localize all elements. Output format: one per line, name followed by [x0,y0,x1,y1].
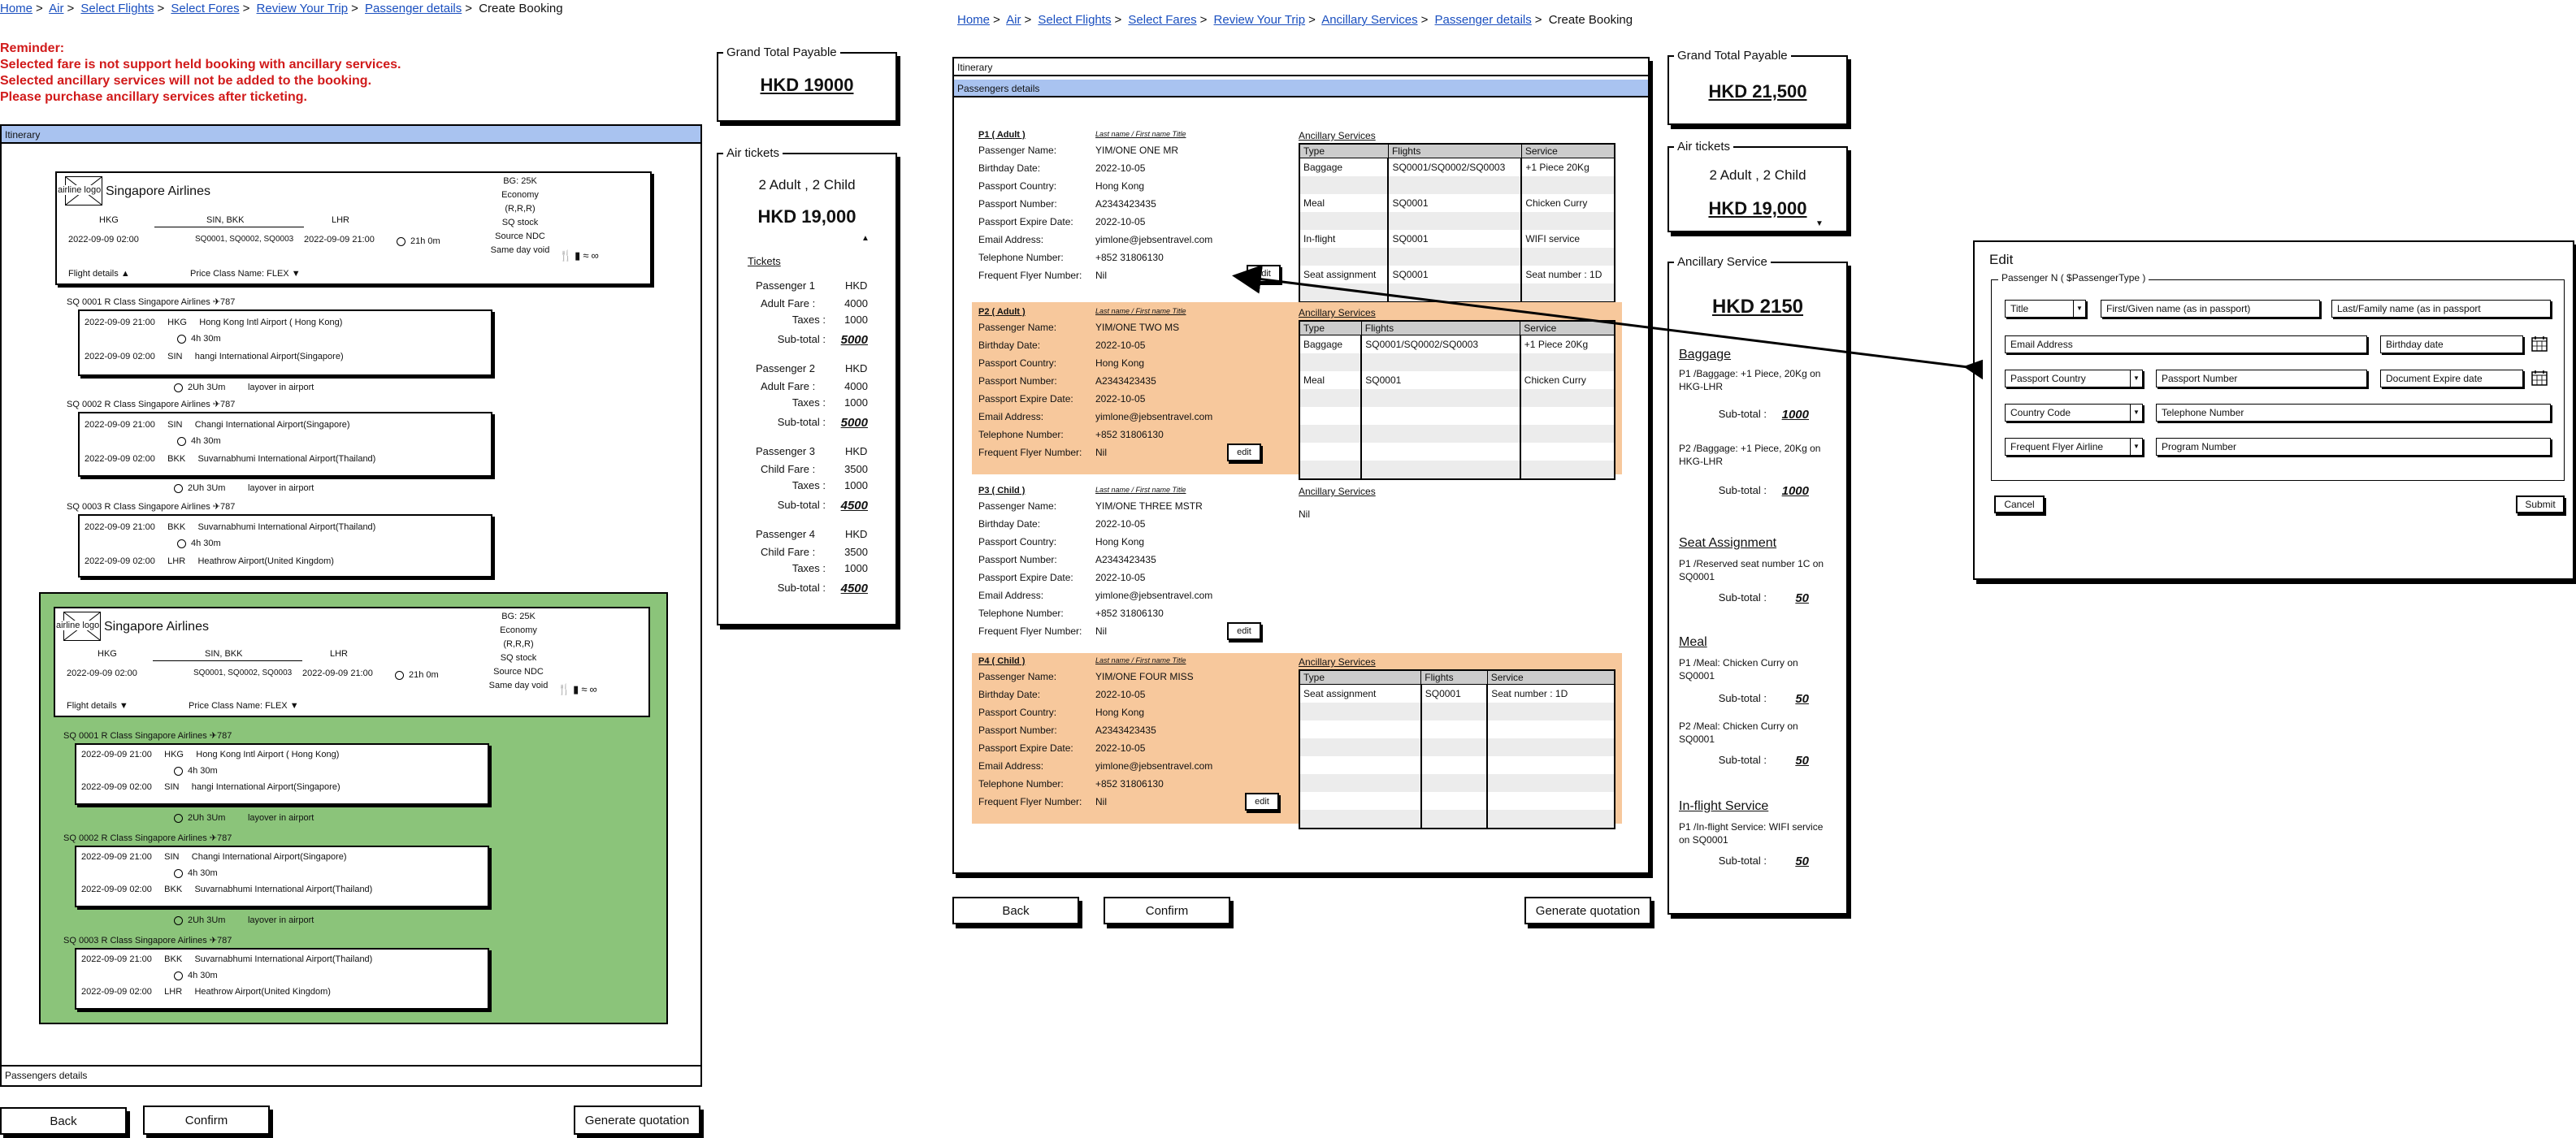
selected-itinerary[interactable] [39,592,668,1024]
label-expire: Passport Expire Date: [978,742,1073,754]
label-passport: Passport Number: [978,554,1057,565]
origin-code: HKG [99,215,119,225]
segment-box: 2022-09-09 21:00 SIN Changi International Airport(Singapore) 4h 30m 2022-09-09 02:00 BKK Suvarnabhumi International Airport(Thailand) [75,846,489,907]
value-expire: 2022-10-05 [1095,393,1146,405]
segment-box: 2022-09-09 21:00 SIN Changi International Airport(Singapore) 4h 30m 2022-09-09 02:00 BKK Suvarnabhumi International Airport(Thailand) [78,412,492,477]
value-country: Hong Kong [1095,536,1145,547]
label-tel: Telephone Number: [978,608,1064,619]
air-tickets-label: Air tickets [723,146,783,160]
telephone-input[interactable]: Telephone Number [2156,404,2551,422]
via-codes: SIN, BKK [206,215,245,225]
passenger-tag: P4 ( Child ) [978,656,1026,666]
segment-head: SQ 0003 R Class Singapore Airlines ✈787 [63,936,232,945]
airline-logo: airline logo [65,176,102,206]
route-line [153,660,302,661]
expand-arrow[interactable]: ▼ [1815,219,1824,228]
chevron-down-icon: ▼ [2130,405,2142,421]
label-tel: Telephone Number: [978,778,1064,790]
edit-dialog-title: Edit [1989,252,2014,267]
label-tel: Telephone Number: [978,252,1064,263]
grand-total-label: Grand Total Payable [723,45,840,59]
edit-button[interactable]: edit [1247,265,1281,283]
value-ffn: Nil [1095,796,1107,807]
label-ffn: Frequent Flyer Number: [978,270,1082,281]
program-number-input[interactable]: Program Number [2156,438,2551,456]
value-birthday: 2022-10-05 [1095,162,1146,174]
frequent-flyer-airline-select[interactable]: Frequent Flyer Airline ▼ [2005,438,2143,456]
fare-info: BG: 25K Economy (R,R,R) SQ stock Source NDC Same day void [490,176,550,255]
label-email: Email Address: [978,760,1044,772]
ancillary-item: P2 /Meal: Chicken Curry on SQ0001 [1679,720,1798,745]
crumb-select-fares[interactable]: Select Fores [171,2,240,15]
pax-count: 2 Adult , 2 Child [1709,167,1806,183]
form-group-label: Passenger N ( $PassengerType ) [1998,272,2149,283]
label-passport: Passport Number: [978,375,1057,387]
ancillary-service-label: Ancillary Service [1674,255,1771,269]
label-country: Passport Country: [978,180,1057,192]
sub-label: Sub-total : [1718,591,1767,604]
crumb-air[interactable]: Air [1006,13,1021,27]
name-hint: Last name / First name Title [1095,130,1186,138]
collapse-arrow[interactable]: ▲ [861,234,870,243]
flight-card [54,607,650,717]
air-total: HKD 19,000 [757,206,856,227]
label-expire: Passport Expire Date: [978,393,1073,405]
air-tickets-label: Air tickets [1674,140,1733,154]
ancillary-title: Ancillary Services [1299,656,1376,668]
flight-details-link[interactable]: Flight details ▲ [68,269,130,279]
passenger-tag: P1 ( Adult ) [978,130,1026,140]
clock-icon [174,484,183,493]
crumb-current: Create Booking [479,2,563,15]
passenger-tag: P3 ( Child ) [978,486,1026,495]
label-expire: Passport Expire Date: [978,216,1073,227]
label-birthday: Birthday Date: [978,689,1041,700]
crumb-passenger-details[interactable]: Passenger details [365,2,462,15]
back-button[interactable]: Back [952,897,1079,924]
segment-head: SQ 0002 R Class Singapore Airlines ✈787 [67,400,236,409]
layover: 2Uh 3Um layover in airport [174,483,314,493]
label-country: Passport Country: [978,707,1057,718]
clock-icon [174,971,183,980]
layover: 2Uh 3Um layover in airport [174,915,314,925]
passenger-tag: P2 ( Adult ) [978,307,1026,317]
value-name: YIM/ONE FOUR MISS [1095,671,1194,682]
clock-icon [397,237,405,246]
value-expire: 2022-10-05 [1095,572,1146,583]
breadcrumb-left: Home > Air > Select Flights > Select Fores > Review Your Trip > Passenger details > Create Booking [0,2,563,15]
ancillary-table: Type Flights Service Baggage SQ0001/SQ0002/SQ0003 +1 Piece 20Kg Meal SQ0001 Chicken Curry In-flight SQ0001 WIFI service Seat assignment SQ0001 Seat number : 1D [1299,143,1615,303]
passenger-form-group [1991,272,2565,481]
value-country: Hong Kong [1095,180,1145,192]
ancillary-nil: Nil [1299,508,1310,520]
label-birthday: Birthday Date: [978,518,1041,530]
clock-icon [177,437,186,446]
crumb-review-trip[interactable]: Review Your Trip [1213,13,1306,27]
value-ffn: Nil [1095,270,1107,281]
label-name: Passenger Name: [978,322,1057,333]
passengers-details-header: Passengers details [954,80,1648,97]
ancillary-item: P1 /Baggage: +1 Piece, 20Kg on HKG-LHR [1679,368,1821,392]
air-total: HKD 19,000 [1708,198,1807,219]
airline-name: Singapore Airlines [104,620,209,634]
ancillary-item: P1 /In-flight Service: WIFI service on SQ0001 [1679,821,1824,846]
ancillary-table: Type Flights Service Seat assignment SQ0001 Seat number : 1D [1299,669,1615,829]
value-tel: +852 31806130 [1095,608,1164,619]
segment-box: 2022-09-09 21:00 BKK Suvarnabhumi International Airport(Thailand) 4h 30m 2022-09-09 02:00 LHR Heathrow Airport(United Kingdom) [78,514,492,578]
crumb-home[interactable]: Home [957,13,991,27]
destination-code: LHR [330,649,349,659]
flight-numbers: SQ0001, SQ0002, SQ0003 [195,235,294,244]
ancillary-sub: 50 [1795,591,1809,605]
passengers-details-label: Passengers details [5,1070,88,1081]
grand-total-value: HKD 19000 [760,75,854,95]
amenity-icons: 🍴▮≈∞ [557,683,600,695]
passport-number-input[interactable]: Passport Number [2156,370,2367,387]
clock-icon [174,869,183,878]
birthday-input[interactable]: Birthday date [2380,335,2523,353]
depart-time: 2022-09-09 02:00 [67,669,137,678]
crumb-select-flights[interactable]: Select Flights [80,2,154,15]
label-country: Passport Country: [978,357,1057,369]
title-select[interactable]: Title ▼ [2005,300,2086,318]
amenity-icons: 🍴▮≈∞ [559,249,601,262]
value-passport: A2343423435 [1095,554,1156,565]
ancillary-title: Ancillary Services [1299,307,1376,318]
ancillary-sub: 50 [1795,754,1809,768]
clock-icon [177,335,186,344]
calendar-icon[interactable] [2531,335,2548,352]
value-ffn: Nil [1095,625,1107,637]
reminder-line-1: Selected fare is not support held booking with ancillary services. [0,58,401,71]
calendar-icon[interactable] [2531,370,2548,386]
value-country: Hong Kong [1095,707,1145,718]
reminder-block [0,41,401,106]
expire-date-input[interactable]: Document Expire date [2380,370,2523,387]
sub-label: Sub-total : [1718,484,1767,496]
label-birthday: Birthday Date: [978,340,1041,351]
chevron-down-icon: ▼ [2130,439,2142,455]
segment-box: 2022-09-09 21:00 HKG Hong Kong Intl Airport ( Hong Kong) 4h 30m 2022-09-09 02:00 SIN hangi International Airport(Singapore) [78,309,492,376]
label-ffn: Frequent Flyer Number: [978,625,1082,637]
clock-icon [174,383,183,392]
sub-label: Sub-total : [1718,408,1767,420]
crumb-ancillary-services[interactable]: Ancillary Services [1321,13,1418,27]
name-hint: Last name / First name Title [1095,656,1186,664]
confirm-button[interactable]: Confirm [143,1106,270,1135]
value-expire: 2022-10-05 [1095,742,1146,754]
label-passport: Passport Number: [978,725,1057,736]
value-passport: A2343423435 [1095,725,1156,736]
generate-quotation-button[interactable]: Generate quotation [1524,897,1651,924]
confirm-button[interactable]: Confirm [1104,897,1230,924]
label-expire: Passport Expire Date: [978,572,1073,583]
clock-icon [395,671,404,680]
clock-icon [174,767,183,776]
ancillary-total: HKD 2150 [1711,296,1804,318]
flight-numbers: SQ0001, SQ0002, SQ0003 [193,669,293,677]
reminder-title: Reminder: [0,41,65,55]
sub-label: Sub-total : [1718,754,1767,766]
price-class-dropdown[interactable]: Price Class Name: FLEX ▼ [190,269,301,279]
ancillary-item: P1 /Reserved seat number 1C on SQ0001 [1679,558,1824,582]
chevron-down-icon: ▼ [2073,301,2085,317]
destination-code: LHR [332,215,350,225]
passengers-details-header [2,1065,700,1068]
ancillary-sub: 1000 [1781,484,1809,498]
crumb-air[interactable]: Air [49,2,64,15]
value-tel: +852 31806130 [1095,252,1164,263]
name-hint: Last name / First name Title [1095,486,1186,494]
crumb-select-fares[interactable]: Select Fares [1128,13,1197,27]
label-name: Passenger Name: [978,500,1057,512]
clock-icon [174,814,183,823]
depart-time: 2022-09-09 02:00 [68,235,139,244]
generate-quotation-button[interactable]: Generate quotation [574,1106,700,1135]
passenger-card-selected [972,653,1622,824]
label-email: Email Address: [978,590,1044,601]
label-country: Passport Country: [978,536,1057,547]
crumb-passenger-details[interactable]: Passenger details [1434,13,1532,27]
value-country: Hong Kong [1095,357,1145,369]
label-name: Passenger Name: [978,671,1057,682]
ancillary-sub: 1000 [1781,408,1809,422]
flight-details-link[interactable]: Flight details ▼ [67,701,128,711]
section-seat-title: Seat Assignment [1679,536,1777,550]
label-ffn: Frequent Flyer Number: [978,447,1082,458]
crumb-current: Create Booking [1548,13,1633,27]
submit-button[interactable]: Submit [2516,495,2565,513]
segment-head: SQ 0001 R Class Singapore Airlines ✈787 [63,731,232,741]
last-name-input[interactable]: Last/Family name (as in passport [2331,300,2551,318]
grand-total-label: Grand Total Payable [1674,49,1791,63]
via-codes: SIN, BKK [205,649,243,659]
crumb-select-flights[interactable]: Select Flights [1038,13,1112,27]
value-email: yimlone@jebsentravel.com [1095,590,1213,601]
layover: 2Uh 3Um layover in airport [174,383,314,392]
value-email: yimlone@jebsentravel.com [1095,411,1213,422]
segment-box: 2022-09-09 21:00 HKG Hong Kong Intl Airport ( Hong Kong) 4h 30m 2022-09-09 02:00 SIN hangi International Airport(Singapore) [75,743,489,805]
fare-info: BG: 25K Economy (R,R,R) SQ stock Source NDC Same day void [488,612,549,690]
arrive-time: 2022-09-09 21:00 [304,235,375,244]
value-tel: +852 31806130 [1095,778,1164,790]
sub-label: Sub-total : [1718,692,1767,704]
value-email: yimlone@jebsentravel.com [1095,760,1213,772]
layover: 2Uh 3Um layover in airport [174,813,314,823]
edit-button[interactable]: edit [1227,444,1261,461]
value-passport: A2343423435 [1095,198,1156,210]
email-input[interactable]: Email Address [2005,335,2367,353]
grand-total-box-left [717,45,897,122]
value-tel: +852 31806130 [1095,429,1164,440]
value-email: yimlone@jebsentravel.com [1095,234,1213,245]
segment-head: SQ 0002 R Class Singapore Airlines ✈787 [63,833,232,843]
ancillary-item: P2 /Baggage: +1 Piece, 20Kg on HKG-LHR [1679,443,1821,467]
edit-flow-arrow [1219,260,1983,382]
name-hint: Last name / First name Title [1095,307,1186,315]
total-duration: 21h 0m [395,670,439,680]
chevron-down-icon: ▼ [2130,370,2142,387]
segment-box: 2022-09-09 21:00 BKK Suvarnabhumi International Airport(Thailand) 4h 30m 2022-09-09 02:00 LHR Heathrow Airport(United Kingdom) [75,948,489,1010]
grand-total-value: HKD 21,500 [1708,81,1807,102]
value-birthday: 2022-10-05 [1095,518,1146,530]
value-name: YIM/ONE ONE MR [1095,145,1179,156]
total-duration: 21h 0m [397,236,440,246]
crumb-home[interactable]: Home [0,2,33,15]
ancillary-sub: 50 [1795,692,1809,706]
section-baggage-title: Baggage [1679,348,1732,361]
ancillary-sub: 50 [1795,855,1809,868]
pax-count: 2 Adult , 2 Child [758,177,856,193]
first-name-input[interactable]: First/Given name (as in passport) [2101,300,2320,318]
origin-code: HKG [98,649,117,659]
reminder-line-3: Please purchase ancillary services after ticketing. [0,90,307,104]
value-ffn: Nil [1095,447,1107,458]
airline-name: Singapore Airlines [106,184,210,198]
value-name: YIM/ONE TWO MS [1095,322,1180,333]
label-passport: Passport Number: [978,198,1057,210]
edit-button[interactable]: edit [1227,622,1261,640]
crumb-review-trip[interactable]: Review Your Trip [256,2,349,15]
cancel-button[interactable]: Cancel [1994,495,2045,513]
back-button[interactable]: Back [0,1107,127,1135]
passengers-panel [952,57,1650,874]
clock-icon [174,916,183,925]
ancillary-item: P1 /Meal: Chicken Curry on SQ0001 [1679,657,1798,682]
air-tickets-box-left: Air tickets 2 Adult , 2 Child HKD 19,000 ▲ Tickets Passenger 1 HKD Adult Fare : 4000 Taxes : 1000 Sub-total : 5000 Passenger 2 HKD Adult Fare : 4000 Taxes : 1000 Sub-total : 5000 Passenger 3 HKD Child Fare : 3500 Taxes : 1000 Sub-total : 4500 Passenger 4 HKD Child Fare : 3500 Taxes : 1000 Sub-total : 4500 [717,153,897,625]
edit-dialog [1973,240,2574,580]
label-tel: Telephone Number: [978,429,1064,440]
value-name: YIM/ONE THREE MSTR [1095,500,1203,512]
arrow-line [1237,276,1968,367]
ancillary-title: Ancillary Services [1299,486,1376,497]
ancillary-table: Type Flights Service Baggage SQ0001/SQ0002/SQ0003 +1 Piece 20Kg Meal SQ0001 Chicken Curry [1299,320,1615,480]
sub-label: Sub-total : [1718,855,1767,867]
itinerary-panel-left [0,124,702,1087]
country-code-select[interactable]: Country Code ▼ [2005,404,2143,422]
value-birthday: 2022-10-05 [1095,340,1146,351]
value-passport: A2343423435 [1095,375,1156,387]
label-name: Passenger Name: [978,145,1057,156]
segment-head: SQ 0003 R Class Singapore Airlines ✈787 [67,502,236,512]
itinerary-collapsed-header[interactable]: Itinerary [954,58,1648,76]
value-birthday: 2022-10-05 [1095,689,1146,700]
edit-button[interactable]: edit [1245,793,1279,811]
tickets-heading: Tickets [748,255,781,267]
section-inflight-title: In-flight Service [1679,799,1769,813]
breadcrumb-right: Home > Air > Select Flights > Select Fares > Review Your Trip > Ancillary Services > Passenger details > Create Booking [957,13,1633,27]
clock-icon [177,539,186,548]
ancillary-title: Ancillary Services [1299,130,1376,141]
label-email: Email Address: [978,411,1044,422]
value-expire: 2022-10-05 [1095,216,1146,227]
label-email: Email Address: [978,234,1044,245]
grand-total-box-right [1667,49,1848,125]
passport-country-select[interactable]: Passport Country ▼ [2005,370,2143,387]
passenger-card [974,482,1620,645]
label-ffn: Frequent Flyer Number: [978,796,1082,807]
price-class-dropdown[interactable]: Price Class Name: FLEX ▼ [189,701,299,711]
airline-logo: airline logo [63,612,101,641]
reminder-line-2: Selected ancillary services will not be added to the booking. [0,74,372,88]
label-birthday: Birthday Date: [978,162,1041,174]
flight-card [55,171,652,285]
itinerary-header: Itinerary [2,126,700,144]
arrive-time: 2022-09-09 21:00 [302,669,373,678]
segment-head: SQ 0001 R Class Singapore Airlines ✈787 [67,297,236,307]
air-tickets-box-right [1667,140,1848,232]
section-meal-title: Meal [1679,635,1707,649]
